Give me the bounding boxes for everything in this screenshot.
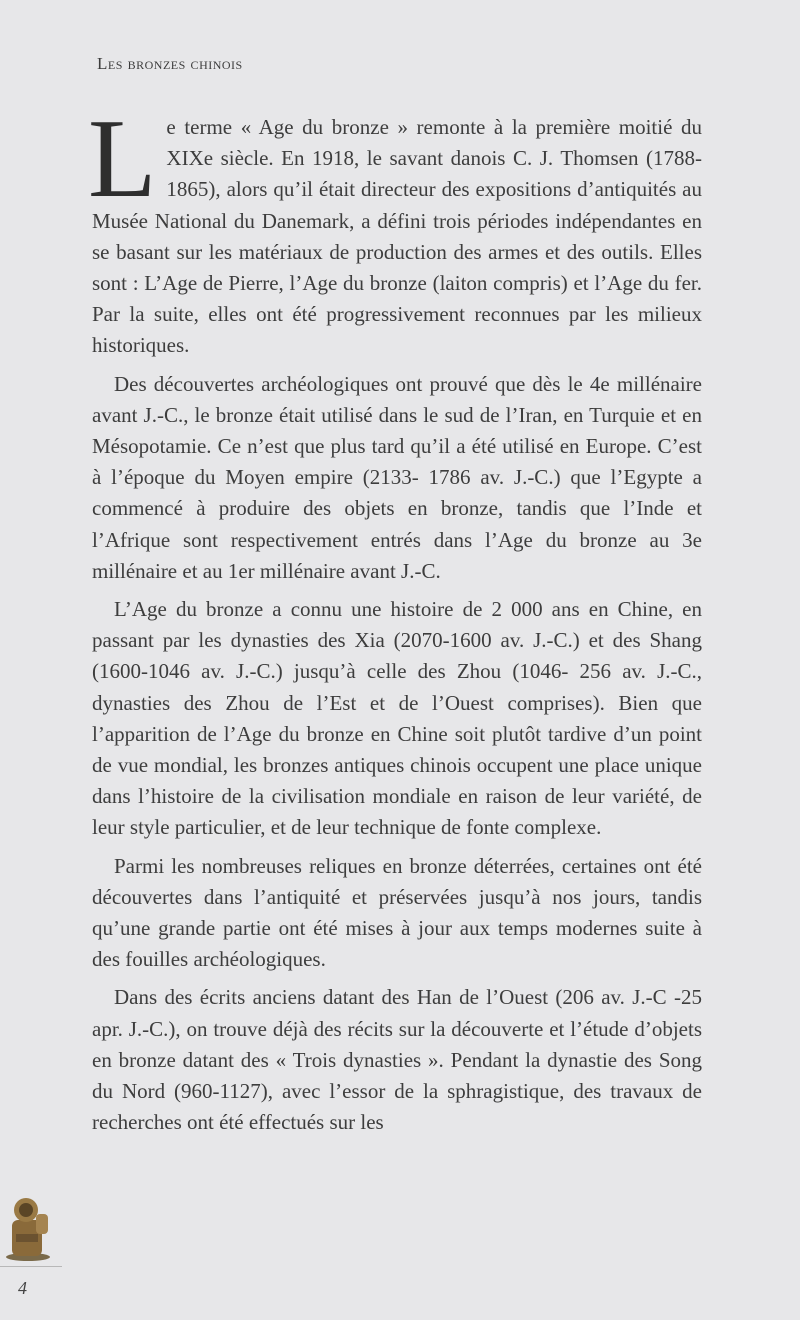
bronze-figurine-image bbox=[2, 1190, 54, 1262]
running-header: Les bronzes chinois bbox=[97, 54, 243, 73]
paragraph: Parmi les nombreuses reliques en bronze déterrées, certaines ont été découvertes dans l’antiquité et préservées jusqu’à nos jours, tandis qu’une grande partie ont été mises à jour aux temps modernes suite à des fouilles archéologiques. bbox=[92, 853, 702, 972]
paragraph: Dans des écrits anciens datant des Han de l’Ouest (206 av. J.-C -25 apr. J.-C.), on trouve déjà des récits sur la découverte et l’étude d’objets en bronze datant des « Trois dynasties ». Pendant la dynastie des Song du Nord (960-1127), avec l’essor de la sphragistique, des travaux de recherches ont été effectués sur les bbox=[92, 985, 702, 1135]
page-number: 4 bbox=[18, 1278, 27, 1298]
paragraph-text: e terme « Age du bronze » remonte à la première moitié du XIXe siècle. En 1918, le savant danois C. J. Thomsen (1788-1865), alors qu’il était directeur des expositions d’antiquités au Musée National du Danemark, a défini trois périodes indépendantes en se basant sur les matériaux de production des armes et des outils. Elles sont : L’Age de Pierre, l’Age du bronze (laiton compris) et l’Age du fer. Par la suite, elles ont été progressivement reconnues par les milieux historiques. bbox=[92, 115, 702, 358]
body-text bbox=[88, 97, 702, 1146]
paragraph: Des découvertes archéologiques ont prouvé que dès le 4e millénaire avant J.-C., le bronze était utilisé dans le sud de l’Iran, en Turquie et en Mésopotamie. Ce n’est que plus tard qu’il a été utilisé en Europe. C’est à l’époque du Moyen empire (2133- 1786 av. J.-C.) que l’Egypte a commencé à produire des objets en bronze, tandis que l’Inde et l’Afrique sont respectivement entrés dans l’Age du bronze au 3e millénaire et au 1er millénaire avant J.-C. bbox=[92, 371, 702, 583]
paragraph: L’Age du bronze a connu une histoire de 2 000 ans en Chine, en passant par les dynasties des Xia (2070-1600 av. J.-C.) et des Shang (1600-1046 av. J.-C.) jusqu’à celle des Zhou (1046- 256 av. J.-C., dynasties des Zhou de l’Est et de l’Ouest comprises). Bien que l’apparition de l’Age du bronze en Chine soit plutôt tardive d’un point de vue mondial, les bronzes antiques chinois occupent une place unique dans l’histoire de la civilisation mondiale en raison de leur variété, de leur style particulier, et de leur technique de fonte complexe. bbox=[92, 597, 702, 840]
drop-cap: L bbox=[88, 97, 157, 221]
footer-rule bbox=[0, 1266, 62, 1267]
paragraph bbox=[88, 97, 702, 362]
